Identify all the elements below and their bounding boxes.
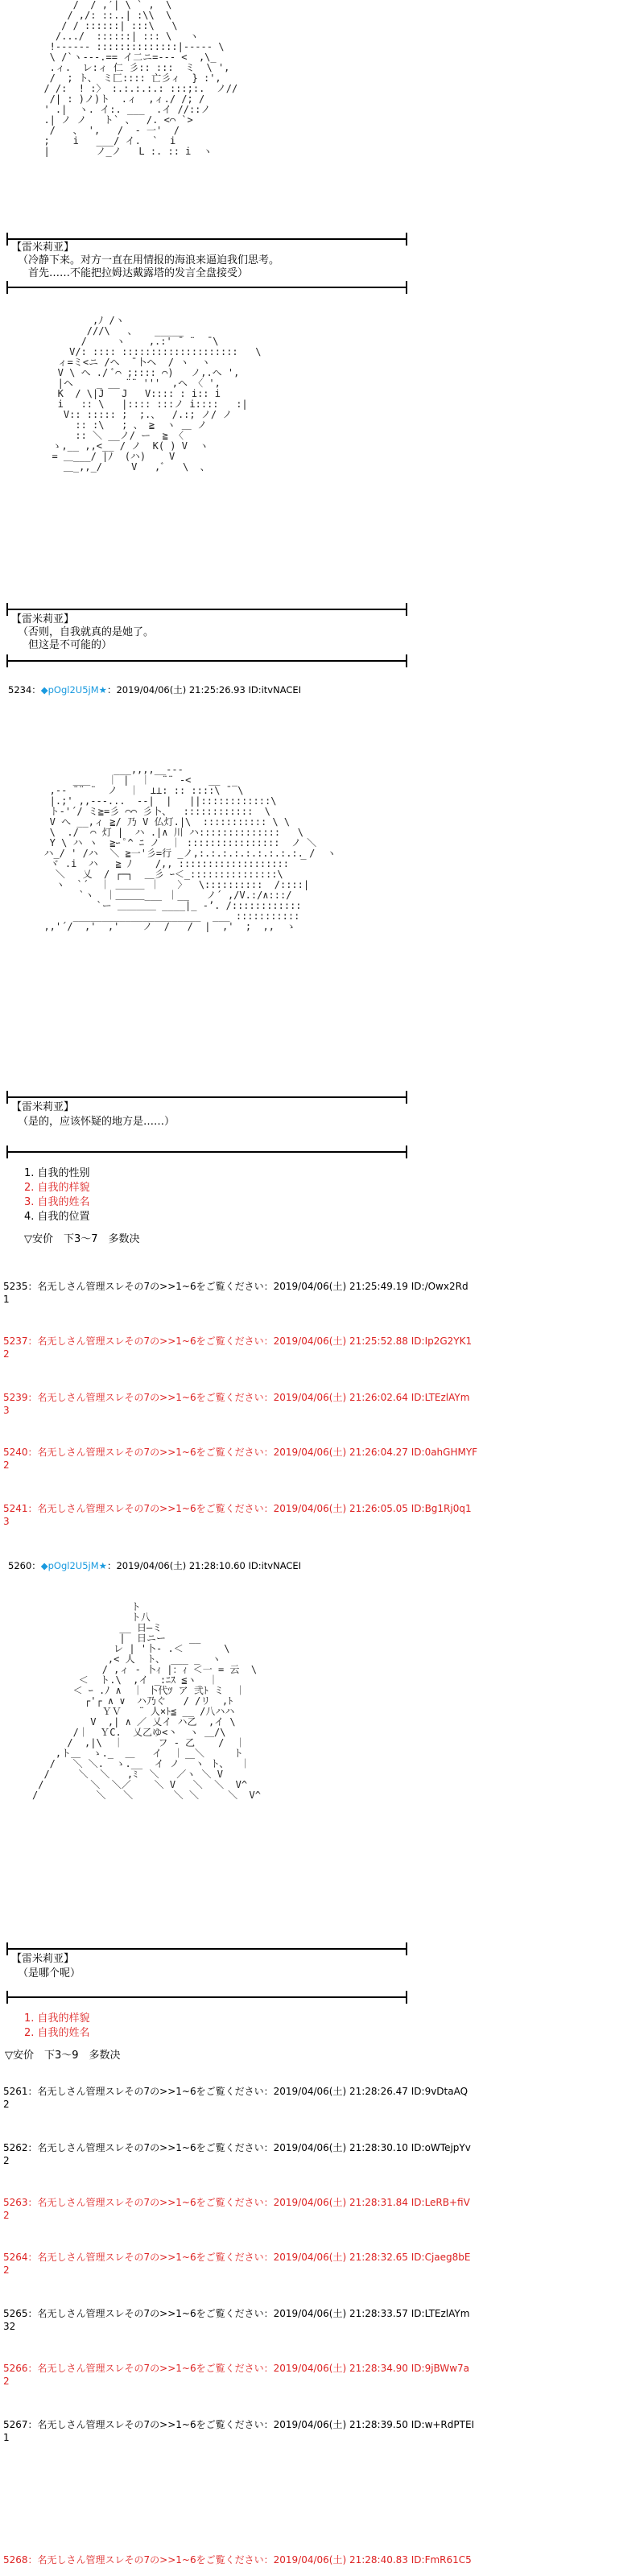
ascii-art-remilia-2: ,ﾉ /ヽ ///\ 、 _____ / ヽ ,.:' ̄ ¨ ̄ \ V/: :::: :::::::::::::::::::: \ ィ=ミ<ニ /へ ̄ 卜ヘ / ヽ ヽ V \ ヘ ./ ﾞ⌒ ;:::: ⌒) ノ,.ヘ ', |ヘ _ __ ¨¨ ''' ,ヘ 〈 ', K / \|J J V:::: : i:: i i :: \ |:::: :::ノ i:::: :| V:: ::::: ; ;.、 /.:; ノ/ ノ :: :\ ; 、 ≧ ヽ ＿ ノ :: ＼ __ノ/ ー ≧ 〈 ゝ,__ ,,<__ / ノ K( ) V ヽ = ＿___/ |ﾉ (ハ) V ＿_,,_/ V ,ﾞ \ 、 xyxy=(52,315,262,473)
divider xyxy=(6,660,407,662)
ascii-art-remilia-1: / / ,′| \ ` , \ / ,/: ::..| :\\ \ / / ::::::| :::\ \ /.../ ::::::| ::: \ ヽ !------ ::::::::::::::|----- \ \ /`ヽ---.== イ二ニ=--- < ,\_ .ィ. レ:ィ 仁 彡:: ::: ミ \ ', / ; ト、 ミ匚:::: 亡彡ィ } :', / /: ! :〉 :.:.:.:.: :::;:. ノ// /| : )ノ)ト .ィ ,ィ./ /; / ' .| ヽ. イ:. ___ .イ //::ノ .| ノ ノ ト` 、 /. <⌒ `> / 、 ', / - 一' / ; i ___/ イ. ` i | ノ_ノ L :. :: i ヽ xyxy=(43,0,238,157)
dialogue-line: 首先……不能把拉姆达戴露塔的发言全盘接受） xyxy=(18,267,249,279)
vote-instructions: ▽安价 下3～7 多数决 xyxy=(24,1233,140,1245)
dialogue-line: 但这是不可能的） xyxy=(18,639,113,651)
vote-header: 5235：名无しさん管理スレその7の>>1~6をご覧ください：2019/04/06(土) 21:25:49.19 ID:/Owx2Rd xyxy=(3,1281,469,1292)
speaker-name: 【雷米莉亚】 xyxy=(11,242,75,254)
post-header-5234 xyxy=(8,684,301,696)
vote-header: 5264：名无しさん管理スレその7の>>1~6をご覧ください：2019/04/06(土) 21:28:32.65 ID:Cjaeg8bE xyxy=(3,2252,471,2263)
speaker-name: 【雷米莉亚】 xyxy=(11,1953,75,1965)
vote-value: 32 xyxy=(3,2321,16,2332)
post-header-5260 xyxy=(8,1560,301,1572)
vote-post xyxy=(3,1446,631,1472)
vote-post xyxy=(3,1335,631,1360)
vote-header: 5239：名无しさん管理スレその7の>>1~6をご覧ください：2019/04/06(土) 21:26:02.64 ID:LTEzlAYm xyxy=(3,1392,470,1403)
vote-post xyxy=(3,2085,631,2111)
vote-value: 1 xyxy=(3,1294,10,1305)
vote-value: 3 xyxy=(3,1405,10,1416)
post-number: 5260 xyxy=(8,1560,32,1571)
vote-post xyxy=(3,2553,631,2566)
dialogue-line: （冷静下来。对方一直在用情报的海浪来逼迫我们思考。 xyxy=(18,254,280,266)
vote-header: 5262：名无しさん管理スレその7の>>1~6をご覧ください：2019/04/06(土) 21:28:30.10 ID:oWTejpYv xyxy=(3,2142,471,2153)
ascii-art-remilia-4: ト ト八 __ 日―ミ | 日ニー __ レ | '卜‐ .＜ \ ,< 人 ト、 ___ _ ヽ / ,ィ ‐ 卜ｨ |：ｨ ＜一 = 云 \ ＜ ト.\ ,イ _:ﾆｽ ≦ヽ ｜ ＜ ｰ .ﾉ ∧ ｜ 卜代ﾂ ア 弐ﾄ ミ ｜ ┌'┌ ∧ ∨ ハ乃ぐ / /リ ,ﾄ ＹＶ ¨ 人×ﾄ≦ __ /八ハハ V ,| ∧ ／ 乂イ ハ乙 ,イ \ /｜ ＹC. 乂乙ゆ<丶 ヽ ＿/\ / ,|\ ｜ フ - 乙 / ｜ ,ト＿ ゝ._ ＿ イ ｜ ＼ ト / ＼ ＼. ゝ.__ イ ノ ￣ヽ ト、 ｜ / ＼ ＼ ,ﾐ ＼ ／ヽ ＼ V / ＼ ＼／ ＼ V ＼ ＼ V^ / ＼ ＼ ＼ ＼ ＼ V^ xyxy=(32,1601,261,1801)
poster-trip[interactable]: ◆pOgl2U5jM xyxy=(40,684,99,696)
vote-post xyxy=(3,1280,631,1306)
vote-value: 2 xyxy=(3,2210,10,2221)
option-4: 4. 自我的位置 xyxy=(24,1211,90,1223)
vote-header: 5237：名无しさん管理スレその7の>>1~6をご覧ください：2019/04/06(土) 21:25:52.88 ID:Ip2G2YK1 xyxy=(3,1335,473,1347)
vote-post xyxy=(3,1391,631,1417)
vote-post xyxy=(3,2307,631,2333)
ascii-art-remilia-3: ___,,,,__--- ___ ｜ | ｜ ¨¨ ‐< __ ,-‐ ¨¨ ¨ ノ ｜ ⊥⊥: :: ::::\ ̄ ‾\ |.;' ,,---... --| | ||::::::::::::\ ト-'´/ ミ≧=彡 ⌒⌒ 彡卜、 :::::::::::: \ V へ __,ィ ≧/ 乃 V 仏灯.|\ ::::::::::: \ \ \ ./ ⌒ 灯 | ハ .|∧ 川 ハ:::::::::::::: \ Y \ ハ ヽ ≧ｰ ﾟ^ ﾆ ノ ｜ :::::::::::::::: ノ ＼ ハ_/ ' /ハ ＼ ≧一'彡=行 _ノ,:.:.:.:.:.:.:.:.:. / ヽ ヾ .i ハ ≧ ﾉ /,, ::::::::::::::::::: ‾ ＼ 乂 / ┌─┐ ＿彡 ｰ＜_:::::::::::::::\ ヽ `´ ｜ ＿＿＿ ｜ 〉 \:::::::::: /::::| `ヽ ｜＿＿＿___ ｜__ ノ´ ,/V.:/∧:::/ `ー ＿＿＿＿ ____|_ ‐’. /:::::::::::: ______________________ ___ ::::::::::: ,,'´/ ,' ,' ノ / / | ,' ; ,, ゝ xyxy=(43,764,336,932)
option-2: 2. 自我的样貌 xyxy=(24,1182,90,1194)
divider xyxy=(6,1996,407,1998)
post-sep: ： xyxy=(31,684,41,696)
post-info: ：2019/04/06(土) 21:28:10.60 ID:itvNACEI xyxy=(106,1560,302,1571)
divider xyxy=(6,1948,407,1950)
dialogue-line: （是哪个呢） xyxy=(18,1967,81,1979)
option-2: 2. 自我的姓名 xyxy=(24,2027,90,2039)
divider xyxy=(6,238,407,240)
vote-post xyxy=(3,2362,631,2388)
speaker-name: 【雷米莉亚】 xyxy=(11,1101,75,1113)
divider xyxy=(6,287,407,288)
vote-value: 2 xyxy=(3,1348,10,1360)
vote-post xyxy=(3,2196,631,2222)
poster-trip[interactable]: ◆pOgl2U5jM xyxy=(40,1560,99,1571)
vote-post xyxy=(3,2418,631,2444)
vote-value: 2 xyxy=(3,1459,10,1471)
star-icon: ★ xyxy=(98,1560,107,1571)
option-1: 1. 自我的性别 xyxy=(24,1167,90,1179)
vote-value: 2 xyxy=(3,2264,10,2276)
post-number: 5234 xyxy=(8,684,32,696)
vote-header: 5263：名无しさん管理スレその7の>>1~6をご覧ください：2019/04/06(土) 21:28:31.84 ID:LeRB+fiV xyxy=(3,2197,470,2208)
vote-instructions: ▽安价 下3～9 多数决 xyxy=(5,2050,121,2062)
vote-value: 2 xyxy=(3,2099,10,2110)
option-3: 3. 自我的姓名 xyxy=(24,1196,90,1208)
divider xyxy=(6,609,407,610)
divider xyxy=(6,1151,407,1153)
post-sep: ： xyxy=(31,1560,41,1571)
option-1: 1. 自我的样貌 xyxy=(24,2013,90,2025)
vote-value: 1 xyxy=(3,2432,10,2443)
vote-header: 5265：名无しさん管理スレその7の>>1~6をご覧ください：2019/04/06(土) 21:28:33.57 ID:LTEzlAYm xyxy=(3,2308,470,2319)
vote-header: 5261：名无しさん管理スレその7の>>1~6をご覧ください：2019/04/06(土) 21:28:26.47 ID:9vDtaAQ xyxy=(3,2086,469,2097)
vote-post xyxy=(3,1502,631,1528)
vote-post xyxy=(3,2251,631,2277)
vote-value: 2 xyxy=(3,2155,10,2166)
vote-value: 2 xyxy=(3,2376,10,2387)
post-info: ：2019/04/06(土) 21:25:26.93 ID:itvNACEI xyxy=(106,684,302,696)
vote-header: 5266：名无しさん管理スレその7の>>1~6をご覧ください：2019/04/06(土) 21:28:34.90 ID:9jBWw7a xyxy=(3,2363,470,2374)
divider xyxy=(6,1096,407,1098)
vote-header: 5241：名无しさん管理スレその7の>>1~6をご覧ください：2019/04/06(土) 21:26:05.05 ID:Bg1Rj0q1 xyxy=(3,1503,472,1514)
star-icon: ★ xyxy=(98,684,107,696)
vote-header: 5267：名无しさん管理スレその7の>>1~6をご覧ください：2019/04/06(土) 21:28:39.50 ID:w+RdPTEI xyxy=(3,2419,475,2430)
speaker-name: 【雷米莉亚】 xyxy=(11,613,75,625)
dialogue-line: （是的，应该怀疑的地方是……） xyxy=(18,1116,175,1128)
dialogue-line: （否则，自我就真的是她了。 xyxy=(18,626,155,638)
vote-post xyxy=(3,2141,631,2167)
vote-value: 3 xyxy=(3,1516,10,1527)
vote-header: 5240：名无しさん管理スレその7の>>1~6をご覧ください：2019/04/06(土) 21:26:04.27 ID:0ahGHMYF xyxy=(3,1447,478,1458)
vote-header: 5268：名无しさん管理スレその7の>>1~6をご覧ください：2019/04/06(土) 21:28:40.83 ID:FmR61C5 xyxy=(3,2554,472,2566)
